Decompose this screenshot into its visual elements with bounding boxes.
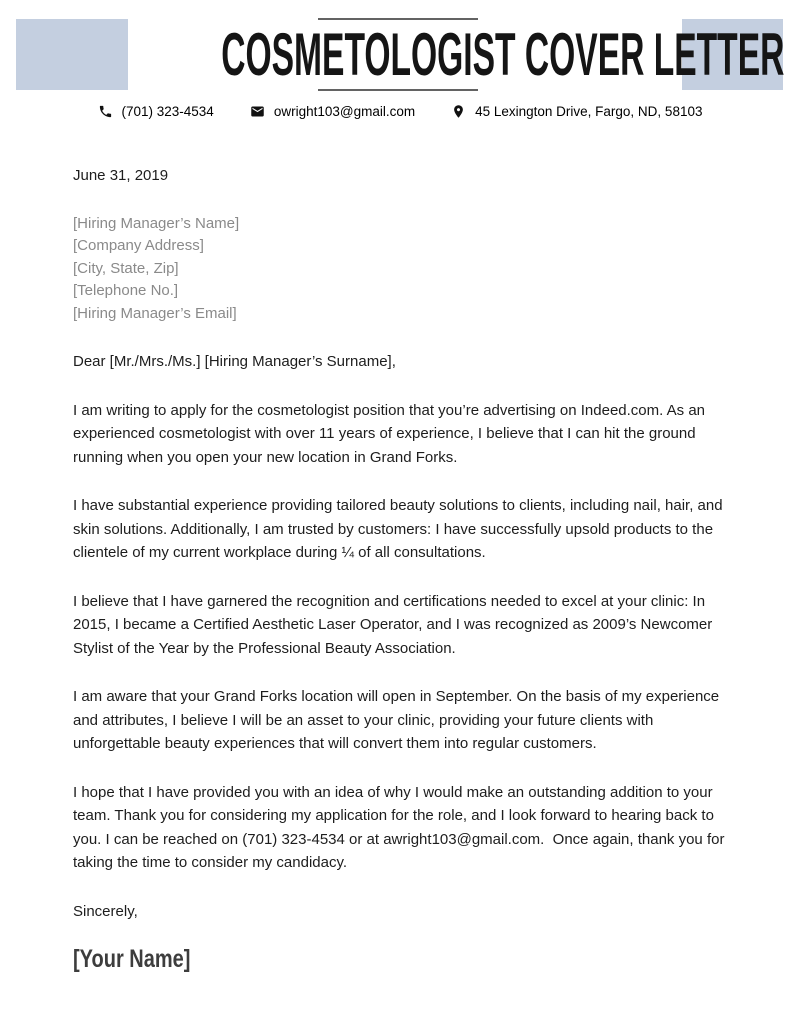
contact-phone-text: (701) 323-4534 (121, 104, 214, 119)
recipient-block (73, 213, 725, 326)
page-title (0, 13, 800, 97)
closing: Sincerely, (73, 902, 138, 920)
title-rule-bottom (318, 89, 478, 91)
contact-address-text: 45 Lexington Drive, Fargo, ND, 58103 (475, 104, 703, 119)
signature-text: [Your Name] (73, 945, 191, 973)
recipient-line: [Telephone No.] (73, 282, 179, 299)
recipient-line: [City, State, Zip] (73, 259, 179, 277)
recipient-line: [Company Address] (73, 237, 204, 254)
signature (73, 945, 725, 973)
contact-address (451, 104, 702, 119)
paragraph: I have substantial experience providing tailored beauty solutions to clients, including nail, hair, and skin solutions. Additionally, I am trusted by customers: I have successfully upsold products to the clientele of my current workplace during ¼ of all consultations. (73, 497, 727, 561)
phone-icon (98, 104, 113, 119)
paragraph: I believe that I have garnered the recognition and certifications needed to excel at your clinic: In 2015, I became a Certified Aesthetic Laser Operator, and I was recognized as 2009’s Newcomer Stylist of the Year by the Professional Beauty Association. (73, 592, 717, 657)
letter-date: June 31, 2019 (73, 167, 169, 184)
location-pin-icon (451, 104, 466, 119)
contact-phone (98, 104, 214, 119)
contact-bar (0, 104, 800, 119)
paragraph: I hope that I have provided you with an idea of why I would make an outstanding addition to your team. Thank you for considering my application for the role, and I look forward to hearing back to you. I can be reached on (701) 323-4534 or at awright103@gmail.com. Once again, thank you for taking the time to consider my candidacy. (73, 783, 729, 871)
salutation: Dear [Mr./Mrs./Ms.] [Hiring Manager’s Surname], (73, 353, 396, 370)
paragraph: I am writing to apply for the cosmetologist position that you’re advertising on Indeed.com. As an experienced cosmetologist with over 11 years of experience, I believe that I can hit the ground running when you open your new location in Grand Forks. (73, 401, 710, 466)
page-title-text: COSMETOLOGIST COVER LETTER (221, 21, 785, 88)
recipient-line: [Hiring Manager’s Name] (73, 214, 240, 232)
paragraph: I am aware that your Grand Forks location will open in September. On the basis of my experience and attributes, I believe I will be an asset to your clinic, providing your future clients with unforgettable beauty experiences that will convert them into regular customers. (73, 688, 724, 752)
letter-body (73, 164, 729, 973)
contact-email (250, 104, 415, 119)
envelope-icon (250, 104, 265, 119)
contact-email-text: owright103@gmail.com (273, 104, 416, 119)
recipient-line: [Hiring Manager’s Email] (73, 304, 237, 322)
